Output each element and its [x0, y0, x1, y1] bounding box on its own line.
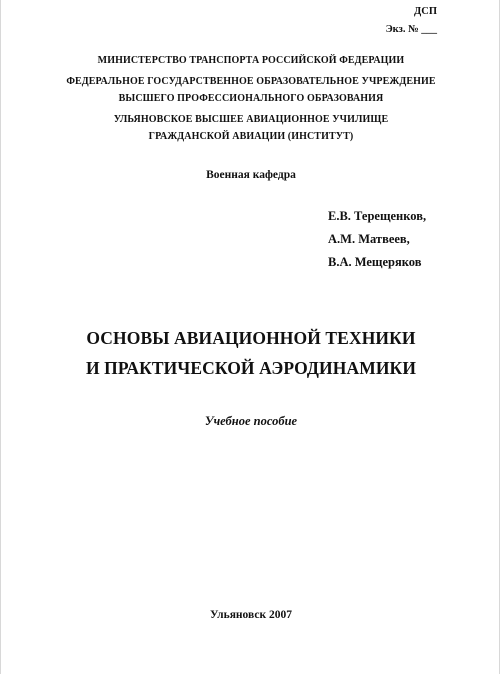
author-2: А.М. Матвеев,	[328, 232, 410, 246]
institution-type-line-1: ФЕДЕРАЛЬНОЕ ГОСУДАРСТВЕННОЕ ОБРАЗОВАТЕЛЬНОЕ УЧРЕЖДЕНИЕ	[66, 76, 436, 87]
school-name-line-1: УЛЬЯНОВСКОЕ ВЫСШЕЕ АВИАЦИОННОЕ УЧИЛИЩЕ	[113, 114, 389, 125]
school-name-line-2: ГРАЖДАНСКОЙ АВИАЦИИ (ИНСТИТУТ)	[148, 131, 354, 142]
ministry-name: МИНИСТЕРСТВО ТРАНСПОРТА РОССИЙСКОЙ ФЕДЕРАЦИИ	[97, 55, 405, 66]
city-year: Ульяновск 2007	[210, 609, 292, 621]
department-name: Военная кафедра	[206, 169, 296, 181]
copy-number: Экз. № ___	[385, 24, 437, 35]
document-subtitle: Учебное пособие	[204, 414, 298, 428]
document-title-line-2: И ПРАКТИЧЕСКОЙ АЭРОДИНАМИКИ	[85, 358, 417, 378]
classification-mark: ДСП	[414, 6, 437, 17]
author-1: Е.В. Терещенков,	[328, 209, 427, 223]
institution-type-line-2: ВЫСШЕГО ПРОФЕССИОНАЛЬНОГО ОБРАЗОВАНИЯ	[118, 93, 384, 104]
document-title-line-1: ОСНОВЫ АВИАЦИОННОЙ ТЕХНИКИ	[86, 328, 416, 348]
author-3: В.А. Мещеряков	[328, 255, 422, 269]
